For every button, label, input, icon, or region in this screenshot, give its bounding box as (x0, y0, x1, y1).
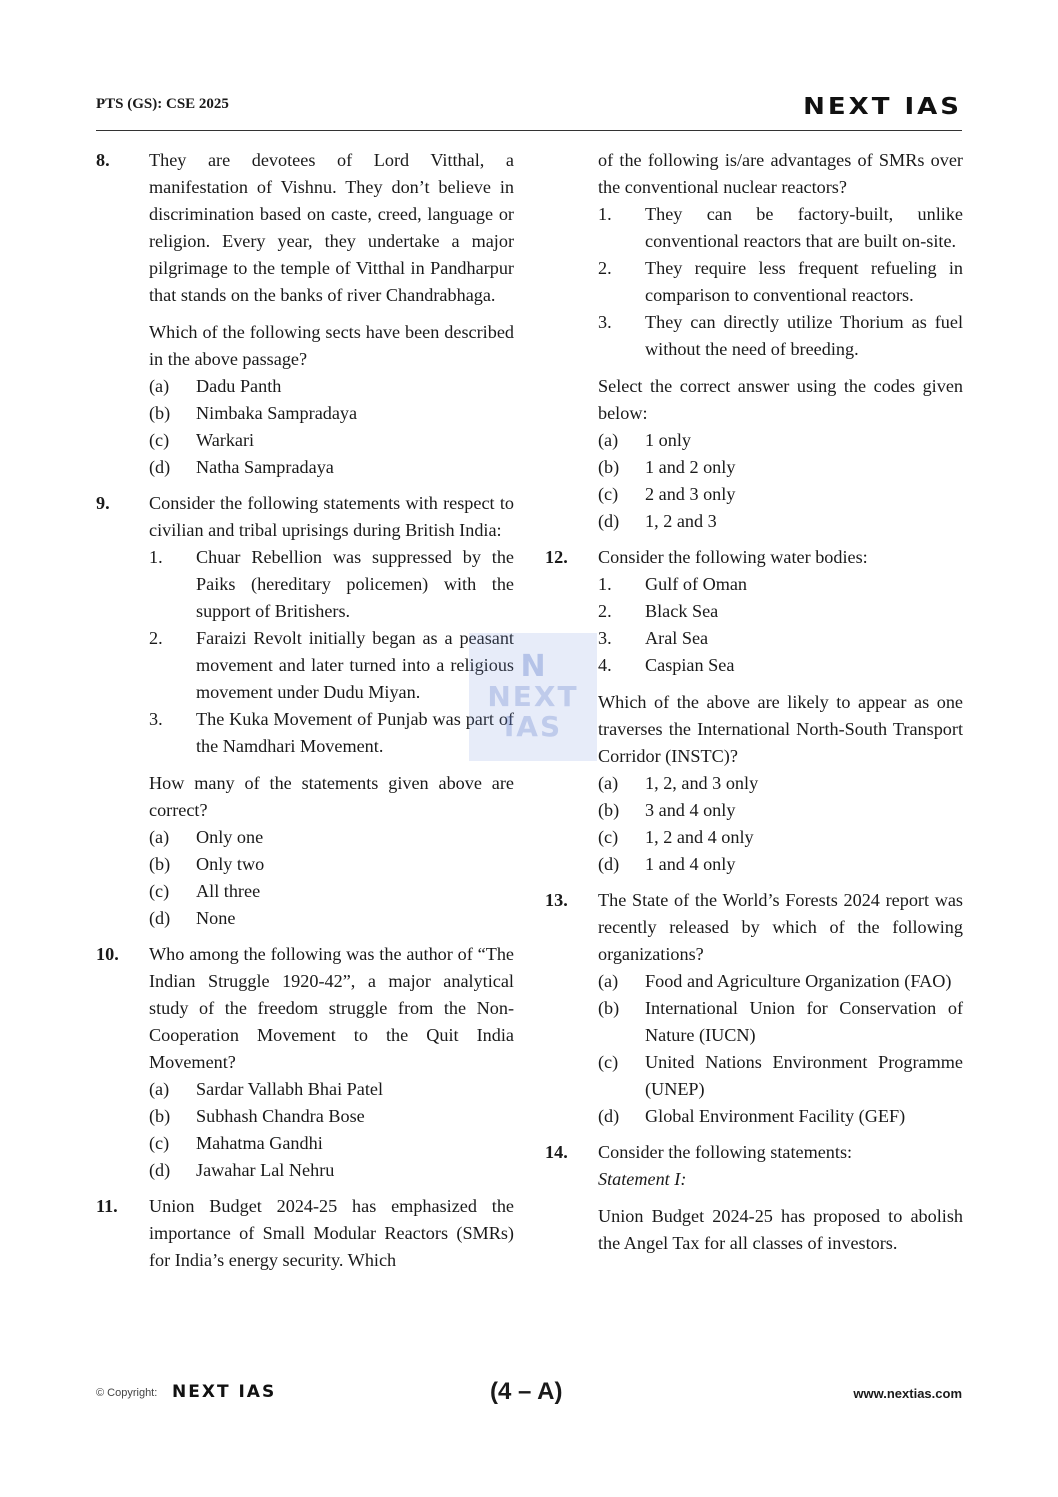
option-label: (b) (149, 1106, 171, 1126)
website-link[interactable]: www.nextias.com (853, 1386, 962, 1401)
option-list (149, 373, 514, 481)
option-label: (d) (598, 511, 620, 531)
option-label: (b) (149, 854, 171, 874)
question-14 (545, 1139, 963, 1257)
option-text: United Nations Environment Programme (UNEP) (645, 1052, 963, 1099)
option-list (149, 824, 514, 932)
statement-item (149, 544, 514, 625)
option-label: (d) (598, 1106, 620, 1126)
option-text: Global Environment Facility (GEF) (645, 1106, 906, 1126)
option (149, 1103, 514, 1130)
option-text: Only two (196, 854, 265, 874)
statement-item (598, 201, 963, 255)
option (598, 968, 963, 995)
option-text: 1 and 4 only (645, 854, 736, 874)
statement-text: Gulf of Oman (645, 574, 748, 594)
option-text: Dadu Panth (196, 376, 282, 396)
option (598, 995, 963, 1049)
statement-text: Faraizi Revolt initially began as a peasant movement and later turned into a religious movement under Dudu Miyan. (196, 628, 514, 702)
option (598, 797, 963, 824)
statement-item (598, 598, 963, 625)
statement-label: 3. (149, 709, 163, 729)
copyright-text: © Copyright: (96, 1387, 158, 1399)
option-label: (b) (598, 998, 620, 1018)
option-text: Mahatma Gandhi (196, 1133, 323, 1153)
question-prompt: Which of the following sects have been described in the above passage? (149, 322, 514, 369)
option (149, 427, 514, 454)
option-label: (b) (149, 403, 171, 423)
question-stem: Who among the following was the author of “The Indian Struggle 1920-42”, a major analytical study of the freedom struggle from the Non-Cooperation Movement to the Quit India Movement? (149, 944, 514, 1072)
question-number: 10. (96, 944, 119, 964)
option (149, 400, 514, 427)
option-text: International Union for Conservation of Nature (IUCN) (645, 998, 963, 1045)
option-text: None (196, 908, 236, 928)
left-column (96, 147, 514, 1283)
question-stem-continued: of the following is/are advantages of SMRs over the conventional nuclear reactors? (598, 150, 963, 197)
option (598, 824, 963, 851)
statement-item (598, 571, 963, 598)
option (598, 427, 963, 454)
question-prompt: How many of the statements given above are correct? (149, 773, 514, 820)
statement-label: 2. (598, 601, 612, 621)
option (149, 851, 514, 878)
question-10 (96, 941, 514, 1184)
statement-label: 3. (598, 312, 612, 332)
watermark-text: IAS (503, 710, 563, 743)
option (598, 454, 963, 481)
option (598, 770, 963, 797)
option-label: (d) (149, 1160, 171, 1180)
option-text: Subhash Chandra Bose (196, 1106, 365, 1126)
option-label: (b) (598, 800, 620, 820)
option-text: All three (196, 881, 261, 901)
statement-text: Black Sea (645, 601, 719, 621)
option (598, 481, 963, 508)
brand-logo: NEXT IAS (803, 93, 962, 121)
watermark-logo (469, 633, 597, 761)
statement-text: Chuar Rebellion was suppressed by the Paiks (hereditary policemen) with the support of Britishers. (196, 547, 514, 621)
exam-code: PTS (GS): CSE 2025 (96, 96, 229, 112)
option (598, 851, 963, 878)
statement-text: Union Budget 2024-25 has proposed to abolish the Angel Tax for all classes of investors. (598, 1206, 963, 1253)
option-text: 1 only (645, 430, 691, 450)
option-text: 3 and 4 only (645, 800, 736, 820)
option-label: (c) (149, 881, 170, 901)
option-list (598, 427, 963, 535)
option-label: (c) (598, 1052, 619, 1072)
statement-label: 2. (598, 258, 612, 278)
page-header (96, 93, 962, 131)
option (149, 878, 514, 905)
statement-text: The Kuka Movement of Punjab was part of the Namdhari Movement. (196, 709, 514, 756)
statement-list (149, 544, 514, 760)
question-number: 12. (545, 547, 568, 567)
option-label: (c) (598, 484, 619, 504)
question-passage: They are devotees of Lord Vitthal, a manifestation of Vishnu. They don’t believe in discrimination based on caste, creed, language or religion. Every year, they undertake a major pilgrimage to the temple of Vitthal in Pandharpur that stands on the banks of river Chandrabhaga. (149, 150, 514, 305)
option-text: Natha Sampradaya (196, 457, 334, 477)
option-list (149, 1076, 514, 1184)
option-text: Nimbaka Sampradaya (196, 403, 358, 423)
option-label: (a) (598, 971, 619, 991)
option (149, 1076, 514, 1103)
option-text: Jawahar Lal Nehru (196, 1160, 335, 1180)
question-stem: Consider the following statements: (598, 1142, 853, 1162)
option-text: 1, 2 and 3 (645, 511, 717, 531)
page-footer (96, 1378, 962, 1408)
option (598, 1049, 963, 1103)
option-label: (a) (149, 376, 170, 396)
option (149, 905, 514, 932)
question-stem: Consider the following water bodies: (598, 547, 868, 567)
question-number: 8. (96, 150, 110, 170)
statement-heading: Statement I: (598, 1169, 687, 1189)
question-stem: Union Budget 2024-25 has emphasized the importance of Small Modular Reactors (SMRs) for India’s energy security. Which (149, 1196, 514, 1270)
option-label: (c) (149, 430, 170, 450)
question-9 (96, 490, 514, 932)
statement-text: They require less frequent refueling in comparison to conventional reactors. (645, 258, 963, 305)
statement-item (149, 625, 514, 706)
question-number: 11. (96, 1196, 118, 1216)
option-label: (a) (598, 773, 619, 793)
option-list (598, 770, 963, 878)
option (149, 373, 514, 400)
footer-brand-logo: NEXT IAS (172, 1382, 277, 1402)
statement-list (598, 201, 963, 363)
question-13 (545, 887, 963, 1130)
question-12 (545, 544, 963, 878)
option-text: Food and Agriculture Organization (FAO) (645, 971, 952, 991)
watermark-text: N (520, 649, 546, 684)
option (149, 454, 514, 481)
question-11-continued (545, 147, 963, 535)
option-list (598, 968, 963, 1130)
option-label: (c) (598, 827, 619, 847)
option-label: (c) (149, 1133, 170, 1153)
option (149, 1130, 514, 1157)
statement-item (598, 255, 963, 309)
option-text: Warkari (196, 430, 255, 450)
option-label: (a) (149, 1079, 170, 1099)
question-8 (96, 147, 514, 481)
statement-text: Caspian Sea (645, 655, 735, 675)
question-prompt: Which of the above are likely to appear as one traverses the International North-South Transport Corridor (INSTC)? (598, 692, 963, 766)
statement-label: 4. (598, 655, 612, 675)
option-label: (a) (149, 827, 170, 847)
option-text: 1, 2, and 3 only (645, 773, 759, 793)
watermark-text: NEXT (487, 680, 579, 713)
option (598, 1103, 963, 1130)
option-label: (d) (149, 908, 171, 928)
question-number: 9. (96, 493, 110, 513)
option-text: Sardar Vallabh Bhai Patel (196, 1079, 384, 1099)
statement-label: 1. (598, 204, 612, 224)
question-stem: Consider the following statements with respect to civilian and tribal uprisings during British India: (149, 493, 514, 540)
statement-list (598, 571, 963, 679)
statement-label: 1. (149, 547, 163, 567)
option (149, 824, 514, 851)
option-label: (b) (598, 457, 620, 477)
option-text: 1 and 2 only (645, 457, 736, 477)
question-number: 13. (545, 890, 568, 910)
statement-item (598, 652, 963, 679)
option-label: (a) (598, 430, 619, 450)
statement-text: They can directly utilize Thorium as fuel without the need of breeding. (645, 312, 963, 359)
option-label: (d) (149, 457, 171, 477)
option (598, 508, 963, 535)
option-text: 1, 2 and 4 only (645, 827, 754, 847)
statement-item (598, 309, 963, 363)
question-prompt: Select the correct answer using the codes given below: (598, 376, 963, 423)
statement-item (598, 625, 963, 652)
option-text: Only one (196, 827, 264, 847)
statement-text: They can be factory-built, unlike conventional reactors that are built on-site. (645, 204, 963, 251)
question-stem: The State of the World’s Forests 2024 report was recently released by which of the following organizations? (598, 890, 963, 964)
question-number: 14. (545, 1142, 568, 1162)
statement-label: 3. (598, 628, 612, 648)
page-number: (4 – A) (490, 1378, 563, 1405)
option (149, 1157, 514, 1184)
option-text: 2 and 3 only (645, 484, 736, 504)
right-column (545, 147, 963, 1266)
option-label: (d) (598, 854, 620, 874)
statement-label: 1. (598, 574, 612, 594)
statement-text: Aral Sea (645, 628, 709, 648)
statement-item (149, 706, 514, 760)
question-11 (96, 1193, 514, 1274)
statement-label: 2. (149, 628, 163, 648)
